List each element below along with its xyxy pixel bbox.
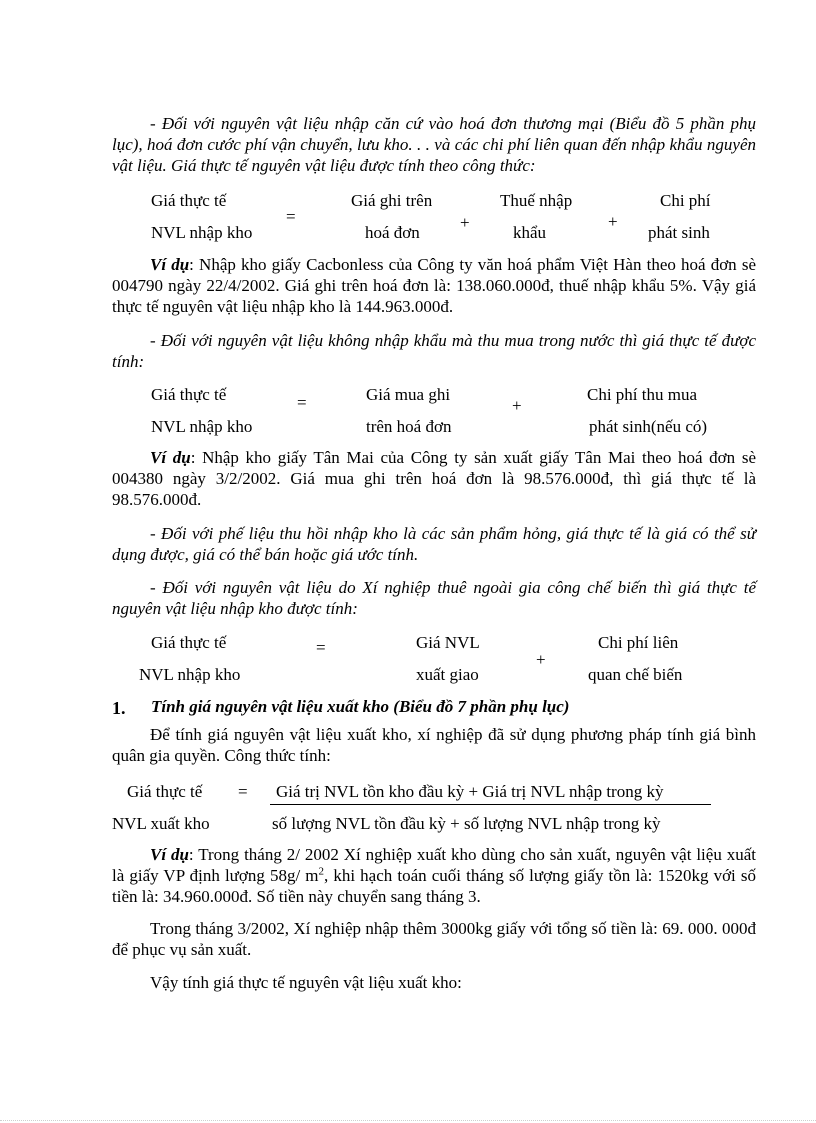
formula-term: Giá thực tế [151,633,227,652]
plus-sign: + [512,396,522,415]
formula-term: NVL nhập kho [139,665,241,684]
fraction-bar [270,804,711,805]
formula-term: NVL nhập kho [151,417,253,436]
formula-term: phát sinh [648,223,710,242]
formula-term: Giá NVL [416,633,480,652]
superscript: 2 [318,865,325,878]
formula-term: Giá thực tế [127,782,203,801]
equals-sign: = [238,782,248,801]
example-label: Ví dụ [150,448,191,467]
example-paragraph [112,254,756,317]
formula-term: Giá thực tế [151,191,227,210]
paragraph-calculation-intro: Vậy tính giá thực tế nguyên vật liệu xuất kho: [150,973,462,992]
formula-term: phát sinh(nếu có) [589,417,708,436]
example-text: : Nhập kho giấy Tân Mai của Công ty sản xuất giấy Tân Mai theo hoá đơn sè 004380 ngày 3/2/2002. Giá mua ghi trên hoá đơn là 98.576.000đ, thì giá thực tế là 98.576.000đ. [112,448,756,509]
formula-term: Chi phí liên [598,633,679,652]
section-number: 1. [112,698,126,718]
formula-term: NVL xuất kho [112,814,210,833]
equals-sign: = [286,207,296,226]
formula-term: khẩu [513,223,547,242]
example-paragraph [112,844,756,907]
example-text: , khi hạch toán cuối tháng số lượng giấy tồn là: 1520kg với số tiền là: 34.960.000đ. Số tiền này chuyển sang tháng 3. [112,866,756,906]
example-text: : Nhập kho giấy Cacbonless của Công ty văn hoá phẩm Việt Hàn theo hoá đơn sè 004790 ngày 22/4/2002. Giá ghi trên hoá đơn là: 138.060.000đ, thuế nhập khẩu 5%. Vậy giá thực tế nguyên vật liệu nhập kho là 144.963.000đ. [112,255,756,316]
plus-sign: + [608,212,618,231]
plus-sign: + [460,213,470,232]
plus-sign: + [536,650,546,669]
paragraph-weighted-average: Để tính giá nguyên vật liệu xuất kho, xí nghiệp đã sử dụng phương pháp tính giá bình quân gia quyền. Công thức tính: [112,725,756,765]
formula-term: Giá ghi trên [351,191,433,210]
formula-term: NVL nhập kho [151,223,253,242]
paragraph-scrap: - Đối với phế liệu thu hồi nhập kho là các sản phẩm hỏng, giá thực tế là giá có thể sử dụng được, giá có thể bán hoặc giá ước tính. [112,524,756,564]
example-text: : Trong tháng 2/ 2002 Xí nghiệp xuất kho dùng cho sản xuất, nguyên vật liệu xuất là giấy VP định lượng 58g/ m [112,845,756,885]
formula-term: xuất giao [416,665,479,684]
example-paragraph [112,447,756,510]
example-label: Ví dụ [150,255,190,274]
fraction-denominator: số lượng NVL tồn đầu kỳ + số lượng NVL nhập trong kỳ [272,814,661,833]
formula-term: Chi phí [660,191,711,210]
section-heading: Tính giá nguyên vật liệu xuất kho (Biểu đồ 7 phần phụ lục) [151,697,570,716]
equals-sign: = [297,393,307,412]
paragraph-outsourced: - Đối với nguyên vật liệu do Xí nghiệp thuê ngoài gia công chế biến thì giá thực tế nguyên vật liệu nhập kho được tính: [112,578,756,618]
formula-term: Thuế nhập [500,191,573,210]
paragraph-march-import: Trong tháng 3/2002, Xí nghiệp nhập thêm 3000kg giấy với tổng số tiền là: 69. 000. 000đ để phục vụ sản xuất. [112,919,756,959]
formula-term: trên hoá đơn [366,417,452,436]
example-label: Ví dụ [150,845,189,864]
fraction-numerator: Giá trị NVL tồn kho đầu kỳ + Giá trị NVL nhập trong kỳ [276,782,664,801]
formula-term: hoá đơn [365,223,420,242]
paragraph-imported-materials: - Đối với nguyên vật liệu nhập căn cứ vào hoá đơn thương mại (Biểu đồ 5 phần phụ lục), hoá đơn cước phí vận chuyển, lưu kho. . . và các chi phí liên quan đến nhập khẩu nguyên vật liệu. Giá thực tế nguyên vật liệu được tính theo công thức: [112,114,756,175]
formula-term: Giá mua ghi [366,385,451,404]
formula-term: Giá thực tế [151,385,227,404]
formula-term: quan chế biến [588,665,683,684]
paragraph-domestic-materials: - Đối với nguyên vật liệu không nhập khẩu mà thu mua trong nước thì giá thực tế được tính: [112,331,756,371]
page-bottom-border [0,1120,816,1121]
equals-sign: = [316,638,326,657]
formula-term: Chi phí thu mua [587,385,698,404]
